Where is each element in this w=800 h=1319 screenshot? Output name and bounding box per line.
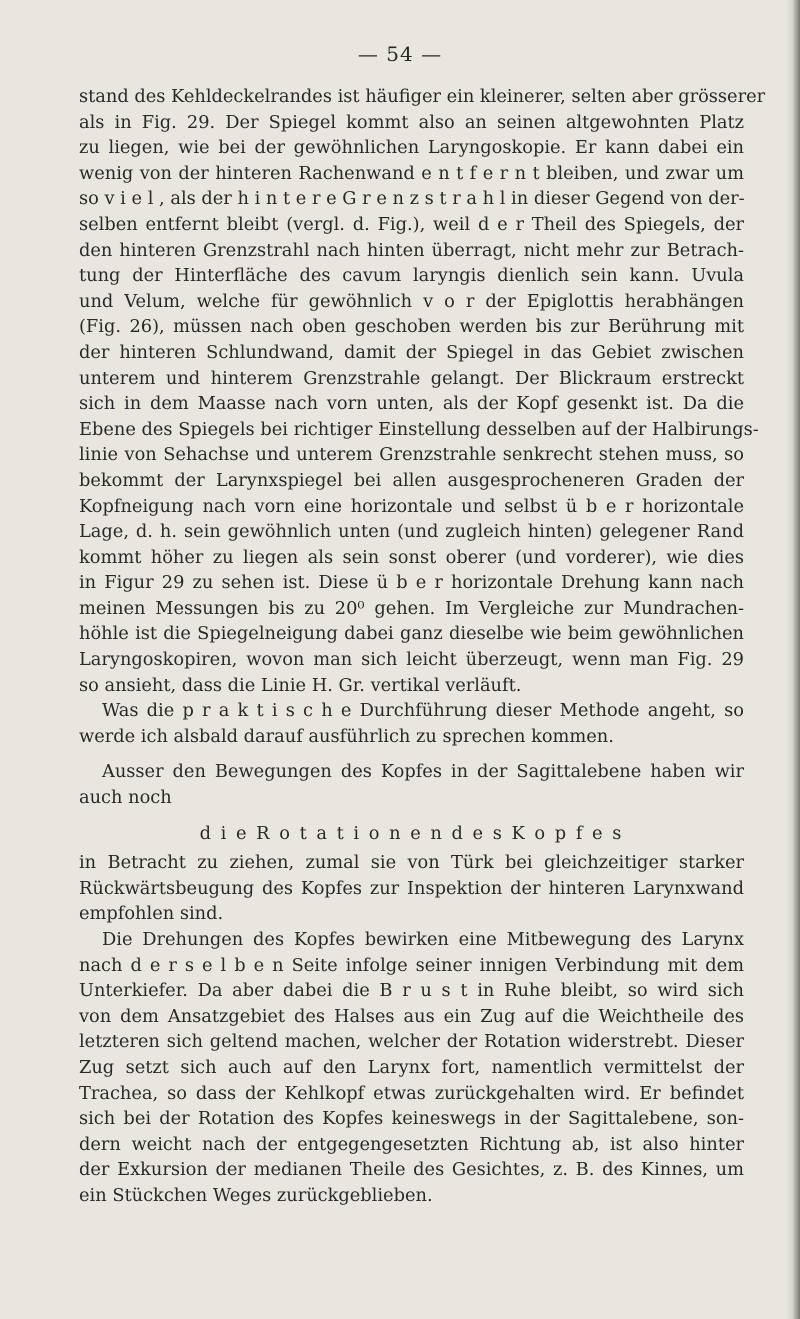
text-line: der hinteren Schlundwand, damit der Spiegel in das Gebiet zwischen — [79, 341, 744, 363]
text-line: Laryngoskopiren, wovon man sich leicht überzeugt, wenn man Fig. 29 — [79, 649, 744, 671]
text-line: Was die p r a k t i s c h e Durchführung dieser Methode angeht, so — [102, 700, 744, 722]
text-line: wenig von der hinteren Rachenwand e n t f e r n t bleiben, und zwar um — [79, 162, 744, 184]
text-line: so v i e l , als der h i n t e r e G r e n z s t r a h l in dieser Gegend von der- — [79, 188, 745, 210]
text-line: von dem Ansatzgebiet des Halses aus ein Zug auf die Weichtheile des — [79, 1005, 744, 1027]
text-line: Die Drehungen des Kopfes bewirken eine Mitbewegung des Larynx — [102, 929, 744, 950]
text-line: Ausser den Bewegungen des Kopfes in der Sagittalebene haben wir — [102, 761, 744, 783]
text-line: selben entfernt bleibt (vergl. d. Fig.), weil d e r Theil des Spiegels, der — [79, 213, 744, 235]
text-line: meinen Messungen bis zu 20⁰ gehen. Im Vergleiche zur Mundrachen- — [79, 597, 744, 619]
text-line: und Velum, welche für gewöhnlich v o r der Epiglottis herabhängen — [79, 290, 744, 312]
text-line: Unterkiefer. Da aber dabei die B r u s t in Ruhe bleibt, so wird sich — [79, 980, 744, 1002]
body-text — [79, 84, 766, 1209]
text-line: auch noch — [79, 787, 172, 809]
text-line: Kopfneigung nach vorn eine horizontale und selbst ü b e r horizontale — [79, 495, 744, 517]
text-line: werde ich alsbald darauf ausführlich zu sprechen kommen. — [79, 725, 614, 747]
text-line: (Fig. 26), müssen nach oben geschoben werden bis zur Berührung mit — [79, 316, 744, 338]
paragraph-gap — [79, 749, 744, 759]
text-line: tung der Hinterfläche des cavum laryngis dienlich sein kann. Uvula — [79, 265, 744, 287]
page-number: — 54 — — [357, 42, 443, 66]
text-line: Lage, d. h. sein gewöhnlich unten (und zugleich hinten) gelegener Rand — [79, 521, 744, 543]
text-line: unterem und hinterem Grenzstrahle gelangt. Der Blickraum erstreckt — [79, 367, 744, 389]
page-edge-shadow — [786, 0, 800, 1319]
text-line: bekommt der Larynxspiegel bei allen ausgesprocheneren Graden der — [79, 469, 744, 491]
text-line: in Figur 29 zu sehen ist. Diese ü b e r horizontale Drehung kann nach — [79, 572, 744, 594]
text-line: der Exkursion der medianen Theile des Gesichtes, z. B. des Kinnes, um — [79, 1159, 744, 1181]
text-line: in Betracht zu ziehen, zumal sie von Türk bei gleichzeitiger starker — [79, 852, 744, 874]
section-heading: d i e R o t a t i o n e n d e s K o p f e s — [199, 822, 624, 844]
text-line: Rückwärtsbeugung des Kopfes zur Inspektion der hinteren Larynxwand — [79, 877, 744, 899]
text-line: linie von Sehachse und unterem Grenzstrahle senkrecht stehen muss, so — [79, 444, 744, 466]
text-line: als in Fig. 29. Der Spiegel kommt also an seinen altgewohnten Platz — [79, 111, 744, 133]
text-line: sich bei der Rotation des Kopfes keineswegs in der Sagittalebene, son- — [79, 1108, 744, 1130]
text-line: Zug setzt sich auch auf den Larynx fort, namentlich vermittelst der — [79, 1056, 744, 1078]
text-line: den hinteren Grenzstrahl nach hinten überragt, nicht mehr zur Betrach- — [79, 239, 744, 261]
text-line: stand des Kehldeckelrandes ist häufiger ein kleinerer, selten aber grösserer — [79, 86, 766, 107]
text-line: nach d e r s e l b e n Seite infolge seiner innigen Verbindung mit dem — [79, 954, 744, 976]
text-line: zu liegen, wie bei der gewöhnlichen Laryngoskopie. Er kann dabei ein — [79, 137, 744, 159]
text-line: letzteren sich geltend machen, welcher der Rotation widerstrebt. Dieser — [79, 1031, 744, 1053]
text-line: dern weicht nach der entgegengesetzten Richtung ab, ist also hinter — [79, 1133, 744, 1155]
text-line: empfohlen sind. — [79, 903, 224, 925]
text-line: Ebene des Spiegels bei richtiger Einstellung desselben auf der Halbirungs- — [79, 418, 759, 440]
text-line: höhle ist die Spiegelneigung dabei ganz dieselbe wie beim gewöhnlichen — [79, 623, 744, 645]
text-line: ein Stückchen Weges zurückgeblieben. — [79, 1184, 433, 1206]
text-line: sich in dem Maasse nach vorn unten, als der Kopf gesenkt ist. Da die — [79, 393, 744, 415]
text-line: so ansieht, dass die Linie H. Gr. vertikal verläuft. — [79, 674, 522, 696]
text-line: kommt höher zu liegen als sein sonst oberer (und vorderer), wie dies — [79, 546, 744, 568]
text-line: Trachea, so dass der Kehlkopf etwas zurückgehalten wird. Er befindet — [79, 1082, 744, 1104]
